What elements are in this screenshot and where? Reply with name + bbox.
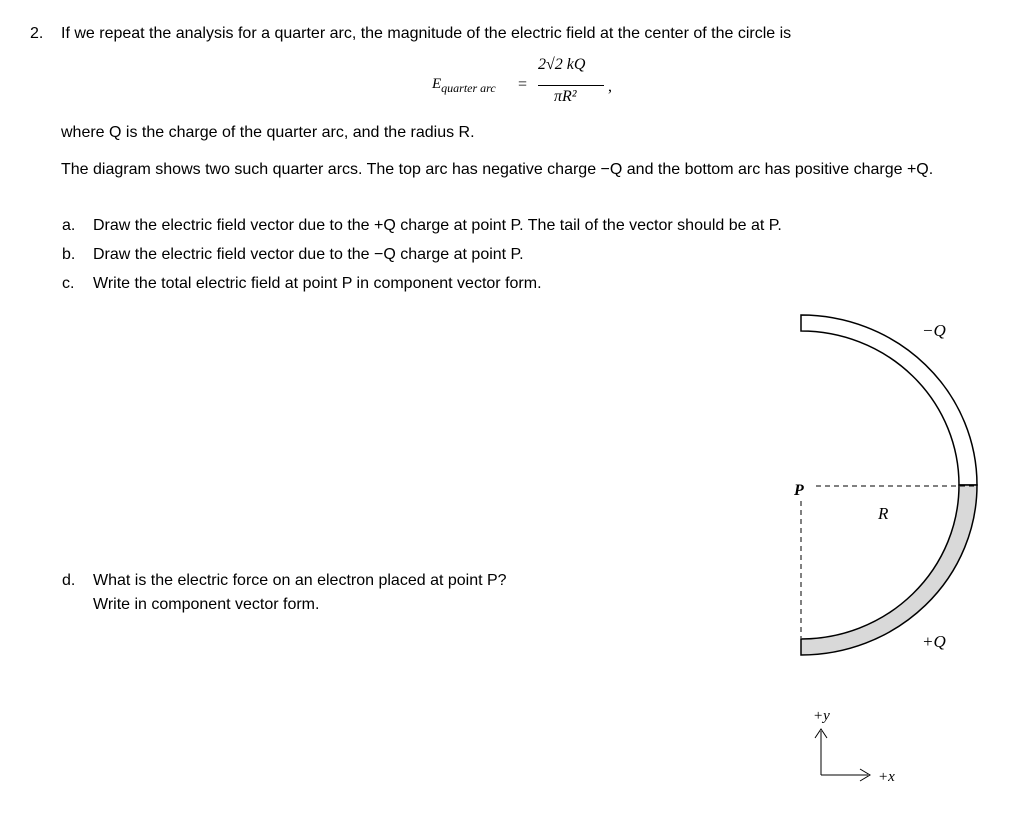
formula-subscript: quarter arc (441, 81, 496, 95)
top-arc-negative (801, 315, 977, 485)
formula-numerator: 2√2 kQ (538, 56, 586, 73)
part-b-text: Draw the electric field vector due to the −Q charge at point P. (93, 246, 524, 263)
part-d-label: d. (62, 572, 76, 589)
part-d-text-line2: Write in component vector form. (93, 596, 320, 613)
part-a-label: a. (62, 217, 76, 234)
x-axis-label: +x (878, 769, 895, 785)
point-p-label: P (794, 482, 804, 499)
part-c-label: c. (62, 275, 75, 292)
arc-diagram (770, 300, 1010, 800)
diagram-description: The diagram shows two such quarter arcs. The top arc has negative charge −Q and the bottom arc has positive charge +Q. (61, 161, 934, 178)
part-d-text: What is the electric force on an electron placed at point P? (93, 572, 507, 589)
where-sentence: where Q is the charge of the quarter arc, and the radius R. (61, 124, 475, 141)
quarter-arc-formula (432, 56, 632, 112)
fraction-bar (538, 85, 604, 86)
formula-comma: , (608, 78, 612, 95)
question-intro: If we repeat the analysis for a quarter arc, the magnitude of the electric field at the center of the circle is (61, 25, 792, 42)
formula-lhs: $E_{quarter arc}$ (432, 76, 496, 95)
bottom-arc-positive (801, 485, 977, 655)
y-axis-label: +y (813, 708, 830, 724)
part-a-text: Draw the electric field vector due to the +Q charge at point P. The tail of the vector should be at P. (93, 217, 782, 234)
top-arc-label: −Q (922, 321, 946, 340)
question-number: 2. (30, 25, 44, 42)
part-b-label: b. (62, 246, 76, 263)
bottom-arc-label: +Q (922, 632, 946, 651)
radius-label: R (878, 504, 889, 523)
part-c-text: Write the total electric field at point P in component vector form. (93, 275, 542, 292)
formula-denominator: πR² (554, 88, 577, 105)
formula-equals: = (518, 76, 528, 93)
